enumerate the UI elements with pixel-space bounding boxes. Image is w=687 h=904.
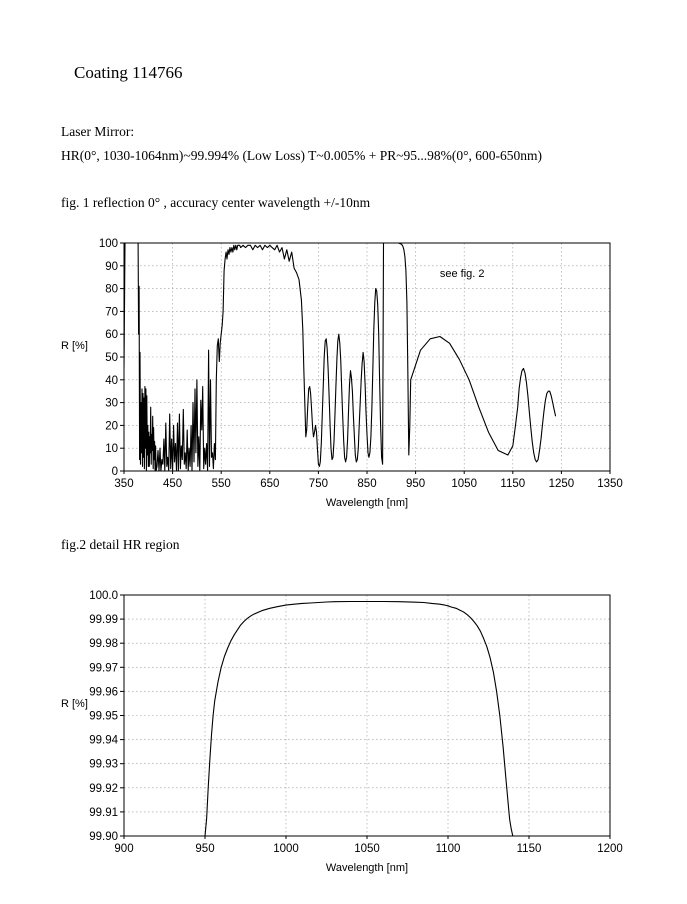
reflectance-curve bbox=[205, 602, 513, 837]
y-tick-label: 50 bbox=[105, 352, 118, 364]
x-tick-label: 1200 bbox=[597, 843, 623, 855]
y-tick-label: 40 bbox=[105, 374, 118, 387]
x-axis-label: Wavelength [nm] bbox=[325, 497, 409, 509]
figure-1-caption: fig. 1 reflection 0° , accuracy center wavelength +/-10nm bbox=[61, 195, 371, 210]
y-tick-label: 20 bbox=[105, 420, 118, 433]
y-tick-label: 99.91 bbox=[89, 806, 118, 819]
y-tick-label: 99.95 bbox=[89, 710, 118, 723]
x-tick-label: 1150 bbox=[500, 478, 526, 490]
x-tick-label: 950 bbox=[195, 843, 215, 855]
x-tick-label: 450 bbox=[163, 478, 183, 490]
figure-2-caption: fig.2 detail HR region bbox=[61, 537, 180, 552]
y-tick-label: 99.97 bbox=[89, 662, 118, 675]
y-tick-label: 10 bbox=[105, 443, 118, 456]
y-tick-label: 99.99 bbox=[89, 614, 118, 627]
x-tick-label: 1050 bbox=[451, 478, 477, 490]
reflection-chart bbox=[0, 228, 687, 518]
hr-detail-chart bbox=[0, 580, 687, 885]
x-tick-label: 900 bbox=[114, 843, 134, 855]
x-axis-label: Wavelength [nm] bbox=[325, 862, 409, 874]
y-tick-label: 99.94 bbox=[89, 734, 118, 747]
x-tick-label: 350 bbox=[114, 478, 134, 490]
y-tick-label: 99.98 bbox=[89, 638, 118, 651]
chart-annotation: see fig. 2 bbox=[439, 268, 485, 281]
x-tick-label: 750 bbox=[308, 478, 328, 490]
x-tick-label: 1350 bbox=[597, 478, 623, 490]
y-tick-label: 30 bbox=[105, 397, 118, 410]
x-tick-label: 550 bbox=[211, 478, 231, 490]
y-tick-label: 99.96 bbox=[89, 686, 118, 699]
y-tick-label: 100 bbox=[98, 238, 118, 250]
y-tick-label: 99.92 bbox=[89, 782, 118, 795]
x-tick-label: 1050 bbox=[354, 843, 380, 855]
y-axis-label: R [%] bbox=[61, 340, 88, 352]
x-tick-label: 1100 bbox=[435, 843, 461, 855]
y-tick-label: 99.90 bbox=[89, 831, 118, 843]
x-tick-label: 1000 bbox=[273, 843, 299, 855]
x-tick-label: 650 bbox=[260, 478, 280, 490]
y-tick-label: 60 bbox=[105, 329, 118, 342]
y-tick-label: 80 bbox=[105, 283, 118, 296]
y-tick-label: 90 bbox=[105, 260, 118, 273]
y-tick-label: 0 bbox=[111, 466, 118, 478]
y-axis-label: R [%] bbox=[61, 698, 88, 710]
x-tick-label: 850 bbox=[357, 478, 377, 490]
y-tick-label: 99.93 bbox=[89, 758, 118, 771]
coating-specification: HR(0°, 1030-1064nm)~99.994% (Low Loss) T~0.005% + PR~95...98%(0°, 600-650nm) bbox=[61, 148, 543, 163]
document-title: Coating 114766 bbox=[74, 63, 183, 82]
x-tick-label: 950 bbox=[406, 478, 426, 490]
x-tick-label: 1250 bbox=[548, 478, 575, 490]
y-tick-label: 100.0 bbox=[89, 590, 118, 602]
product-type: Laser Mirror: bbox=[61, 124, 135, 139]
x-tick-label: 1150 bbox=[516, 843, 542, 855]
y-tick-label: 70 bbox=[105, 306, 118, 319]
